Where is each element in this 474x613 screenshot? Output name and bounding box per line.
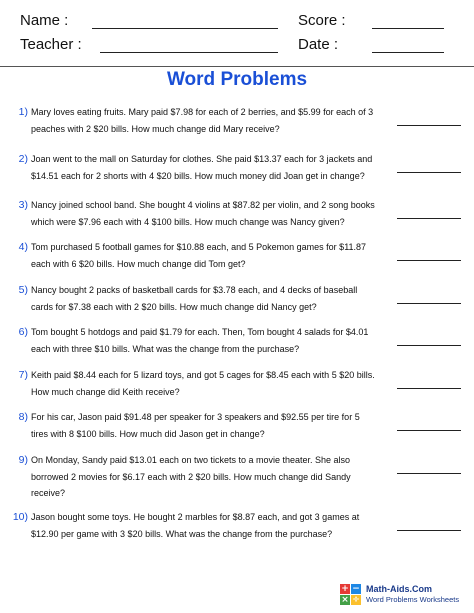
problem-text: Mary loves eating fruits. Mary paid $7.98 for each of 2 berries, and $5.99 for each of 3 peaches with 2 $20 bills. How much change did Mary receive? (31, 107, 374, 134)
problem-item (0, 239, 474, 279)
problem-number: 5) (18, 284, 28, 296)
answer-line[interactable] (397, 260, 461, 261)
problem-number: 9) (18, 454, 28, 466)
date-label: Date : (298, 36, 339, 53)
name-label: Name : (20, 12, 69, 29)
problem-number: 7) (18, 369, 28, 381)
footer-brand: Math-Aids.Com (366, 584, 432, 594)
problem-text: Nancy bought 2 packs of basketball cards for $3.78 each, and 4 decks of baseball cards for $7.38 each with 2 $20 bills. How much change did Nancy get? (31, 285, 358, 312)
problem-item (0, 104, 474, 144)
name-field[interactable] (92, 28, 278, 29)
problem-text: For his car, Jason paid $91.48 per speaker for 3 speakers and $92.55 per tire for 5 tires with 8 $100 bills. How much did Jason get in change? (31, 412, 360, 439)
problem-number: 3) (18, 199, 28, 211)
problem-text: Keith paid $8.44 each for 5 lizard toys, and got 5 cages for $8.45 each with 5 $20 bills. How much change did Keith receive? (31, 370, 375, 397)
problem-item (0, 509, 474, 549)
problem-number: 8) (18, 411, 28, 423)
problem-text: Tom purchased 5 football games for $10.88 each, and 5 Pokemon games for $11.87 each with 6 $20 bills. How much change did Tom get? (31, 242, 367, 269)
answer-line[interactable] (397, 473, 461, 474)
score-field[interactable] (372, 28, 444, 29)
problem-number: 6) (18, 326, 28, 338)
teacher-label: Teacher : (20, 36, 82, 53)
answer-line[interactable] (397, 125, 461, 126)
name-score-row (0, 12, 474, 34)
problem-item (0, 151, 474, 191)
problem-text: On Monday, Sandy paid $13.01 each on two tickets to a movie theater. She also borrowed 2 movies for $6.17 each with 2 $20 bills. How much change did Sandy receive? (31, 455, 351, 498)
answer-line[interactable] (397, 388, 461, 389)
answer-line[interactable] (397, 172, 461, 173)
problem-item (0, 324, 474, 364)
teacher-field[interactable] (100, 52, 278, 53)
teacher-date-row (0, 36, 474, 58)
problem-item (0, 197, 474, 237)
problem-number: 4) (18, 241, 28, 253)
problem-text: Jason bought some toys. He bought 2 marbles for $8.87 each, and got 3 games at $12.90 per game with 3 $20 bills. What was the change from the purchase? (31, 512, 360, 539)
problem-text: Tom bought 5 hotdogs and paid $1.79 for each. Then, Tom bought 4 salads for $4.01 each with three $10 bills. What was the change from the purchase? (31, 327, 369, 354)
footer-branding (340, 583, 470, 609)
footer-subtitle: Word Problems Worksheets (366, 595, 460, 604)
problem-item (0, 452, 474, 498)
problem-item (0, 409, 474, 449)
problem-number: 10) (12, 511, 28, 523)
problem-item (0, 367, 474, 407)
answer-line[interactable] (397, 530, 461, 531)
score-label: Score : (298, 12, 346, 29)
divide-icon: ÷ (352, 595, 360, 605)
math-aids-logo-icon (340, 584, 362, 606)
page-title: Word Problems (166, 69, 308, 90)
answer-line[interactable] (397, 430, 461, 431)
problem-number: 2) (18, 153, 28, 165)
problem-text: Nancy joined school band. She bought 4 violins at $87.82 per violin, and 2 song books which were $7.96 each with 4 $100 bills. How much change was Nancy given? (31, 200, 375, 227)
plus-icon: + (341, 584, 349, 594)
problem-text: Joan went to the mall on Saturday for clothes. She paid $13.37 each for 3 jackets and $14.51 each for 2 shorts with 4 $20 bills. How much money did Joan get in change? (31, 154, 373, 181)
minus-icon: − (352, 584, 360, 594)
answer-line[interactable] (397, 218, 461, 219)
answer-line[interactable] (397, 303, 461, 304)
date-field[interactable] (372, 52, 444, 53)
problem-item (0, 282, 474, 322)
problem-number: 1) (18, 106, 28, 118)
times-icon: × (341, 595, 349, 605)
answer-line[interactable] (397, 345, 461, 346)
